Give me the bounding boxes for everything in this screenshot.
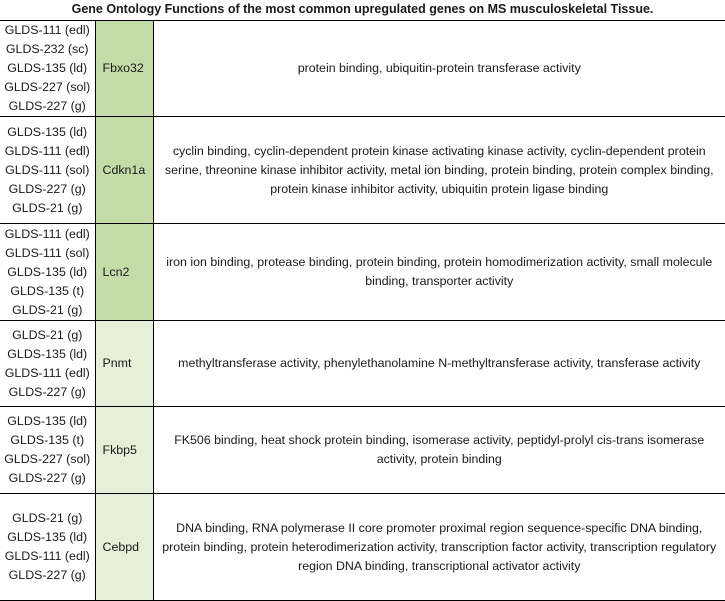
dataset-label: GLDS-21 (g) <box>12 327 83 342</box>
dataset-label: GLDS-227 (sol) <box>4 80 91 94</box>
function-text: protein binding, ubiquitin-protein transferase activity <box>297 61 581 75</box>
gene-cell <box>95 117 153 224</box>
dataset-label: GLDS-111 (edl) <box>4 549 90 563</box>
function-text: DNA binding, RNA polymerase II core promoter proximal region sequence-specific DNA binding, protein binding, protein heterodimerization activity, transcription factor activity, transcription regulatory region DNA binding, transcriptional activator activity <box>162 520 717 573</box>
dataset-cell <box>0 117 95 224</box>
function-cell <box>153 21 725 117</box>
table-row <box>0 117 725 224</box>
dataset-label: GLDS-135 (ld) <box>7 264 88 279</box>
function-cell <box>153 494 725 601</box>
table-row <box>0 407 725 494</box>
dataset-label: GLDS-227 (g) <box>8 181 86 196</box>
table-title: Gene Ontology Functions of the most common upregulated genes on MS musculoskeletal Tissue. <box>0 0 725 21</box>
dataset-label: GLDS-21 (g) <box>12 511 83 525</box>
dataset-label: GLDS-135 (ld) <box>7 61 88 75</box>
dataset-cell <box>0 21 95 117</box>
dataset-label: GLDS-111 (sol) <box>5 245 90 260</box>
gene-name: Cebpd <box>102 539 140 554</box>
dataset-label: GLDS-227 (g) <box>8 99 86 113</box>
dataset-label: GLDS-135 (ld) <box>7 530 88 544</box>
dataset-label: GLDS-111 (edl) <box>4 143 90 158</box>
dataset-cell <box>0 494 95 601</box>
dataset-label: GLDS-21 (g) <box>12 200 83 215</box>
gene-name: Fbxo32 <box>102 61 144 75</box>
dataset-label: GLDS-111 (edl) <box>4 23 90 37</box>
dataset-cell <box>0 407 95 494</box>
gene-cell <box>95 321 153 407</box>
dataset-label: GLDS-135 (ld) <box>7 346 88 361</box>
dataset-label: GLDS-135 (t) <box>10 283 85 298</box>
dataset-label: GLDS-111 (sol) <box>5 162 90 177</box>
gene-name: Fkbp5 <box>102 442 137 457</box>
dataset-label: GLDS-135 (t) <box>10 433 85 447</box>
function-cell <box>153 321 725 407</box>
function-text: iron ion binding, protease binding, protein binding, protein homodimerization activity, small molecule binding, transporter activity <box>166 255 713 288</box>
function-text: methyltransferase activity, phenylethanolamine N-methyltransferase activity, transferase activity <box>178 356 701 370</box>
gene-ontology-table <box>0 21 725 601</box>
dataset-label: GLDS-135 (ld) <box>7 124 88 139</box>
gene-cell <box>95 224 153 321</box>
table-row <box>0 21 725 117</box>
gene-name: Lcn2 <box>102 264 130 279</box>
dataset-label: GLDS-135 (ld) <box>7 414 88 428</box>
table-body <box>0 21 725 601</box>
table-row <box>0 224 725 321</box>
dataset-label: GLDS-227 (g) <box>8 471 86 485</box>
dataset-cell <box>0 224 95 321</box>
gene-name: Pnmt <box>102 356 132 370</box>
dataset-label: GLDS-227 (sol) <box>4 452 91 466</box>
function-cell <box>153 224 725 321</box>
gene-cell <box>95 494 153 601</box>
table-row <box>0 321 725 407</box>
gene-cell <box>95 21 153 117</box>
gene-name: Cdkn1a <box>102 162 146 177</box>
function-cell <box>153 407 725 494</box>
dataset-label: GLDS-227 (g) <box>8 568 86 582</box>
function-text: cyclin binding, cyclin-dependent protein kinase activating kinase activity, cyclin-dependent protein serine, threonine kinase inhibitor activity, metal ion binding, protein binding, protein complex binding, protein kinase inhibitor activity, ubiquitin protein ligase binding <box>164 143 714 196</box>
dataset-label: GLDS-21 (g) <box>12 302 83 317</box>
gene-cell <box>95 407 153 494</box>
table-row <box>0 494 725 601</box>
dataset-label: GLDS-111 (edl) <box>4 226 90 241</box>
dataset-label: GLDS-232 (sc) <box>5 42 89 56</box>
dataset-label: GLDS-227 (g) <box>8 384 86 399</box>
function-cell <box>153 117 725 224</box>
dataset-cell <box>0 321 95 407</box>
function-text: FK506 binding, heat shock protein binding, isomerase activity, peptidyl-prolyl cis-trans isomerase activity, protein binding <box>174 433 705 466</box>
dataset-label: GLDS-111 (edl) <box>4 365 90 380</box>
